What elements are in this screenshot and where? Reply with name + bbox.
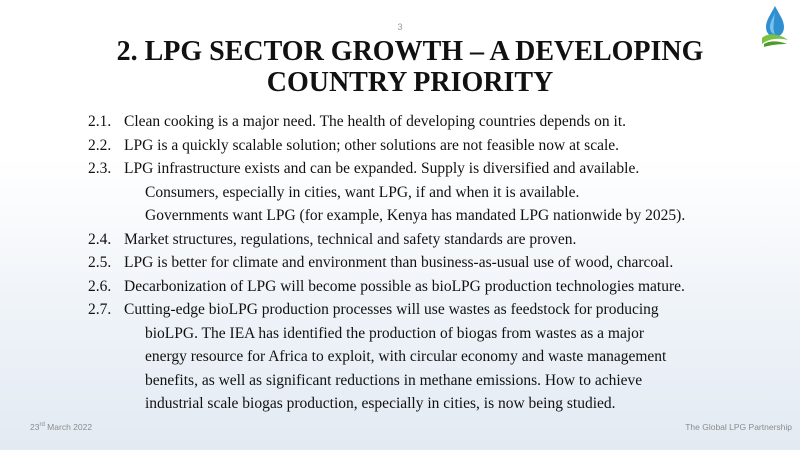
item-continuation: bioLPG. The IEA has identified the production of biogas from wastes as a major [145,324,645,342]
item-text: Cutting-edge bioLPG production processes will use wastes as feedstock for producing [124,301,659,318]
item-continuation: Consumers, especially in cities, want LPG, if and when it is available. [145,183,580,201]
list-item [88,110,778,134]
item-text: Clean cooking is a major need. The health of developing countries depends on it. [124,113,627,130]
slide-number: 3 [397,22,403,32]
item-continuation: benefits, as well as significant reductions in methane emissions. How to achieve [145,371,643,389]
item-number: 2.6. [88,277,112,295]
item-number: 2.2. [88,136,112,154]
item-number: 2.3. [88,160,112,177]
title-line-2: COUNTRY PRIORITY [266,67,554,98]
bullet-list [88,110,778,416]
item-text: LPG is better for climate and environment than business-as-usual use of wood, charcoal. [124,254,674,271]
title-line-1: 2. LPG SECTOR GROWTH – A DEVELOPING [116,36,704,67]
footer-organization: The Global LPG Partnership [685,422,792,432]
item-continuation: Governments want LPG (for example, Kenya has mandated LPG nationwide by 2025). [145,207,686,224]
list-item [88,251,778,275]
item-text: Decarbonization of LPG will become possible as bioLPG production technologies mature. [124,277,685,295]
item-text: LPG infrastructure exists and can be expanded. Supply is diversified and available. [124,160,640,177]
item-number: 2.1. [88,113,112,130]
list-item [88,275,778,299]
list-item [88,157,778,181]
item-text: Market structures, regulations, technical and safety standards are proven. [124,230,577,248]
item-text: LPG is a quickly scalable solution; other solutions are not feasible now at scale. [124,136,620,154]
date-rest: March 2022 [44,422,93,432]
item-number: 2.7. [88,301,112,318]
list-item [88,134,778,158]
item-number: 2.4. [88,230,112,248]
slide-title [60,36,760,98]
list-item [88,298,778,322]
date-day: 23 [30,422,40,432]
list-item [88,228,778,252]
item-number: 2.5. [88,254,112,271]
date-suffix: rd [39,422,45,429]
item-continuation: energy resource for Africa to exploit, with circular economy and waste management [145,348,667,365]
item-continuation: industrial scale biogas production, especially in cities, is now being studied. [145,395,616,412]
water-drop-leaf-logo-icon [760,4,790,48]
footer-date [30,422,92,432]
